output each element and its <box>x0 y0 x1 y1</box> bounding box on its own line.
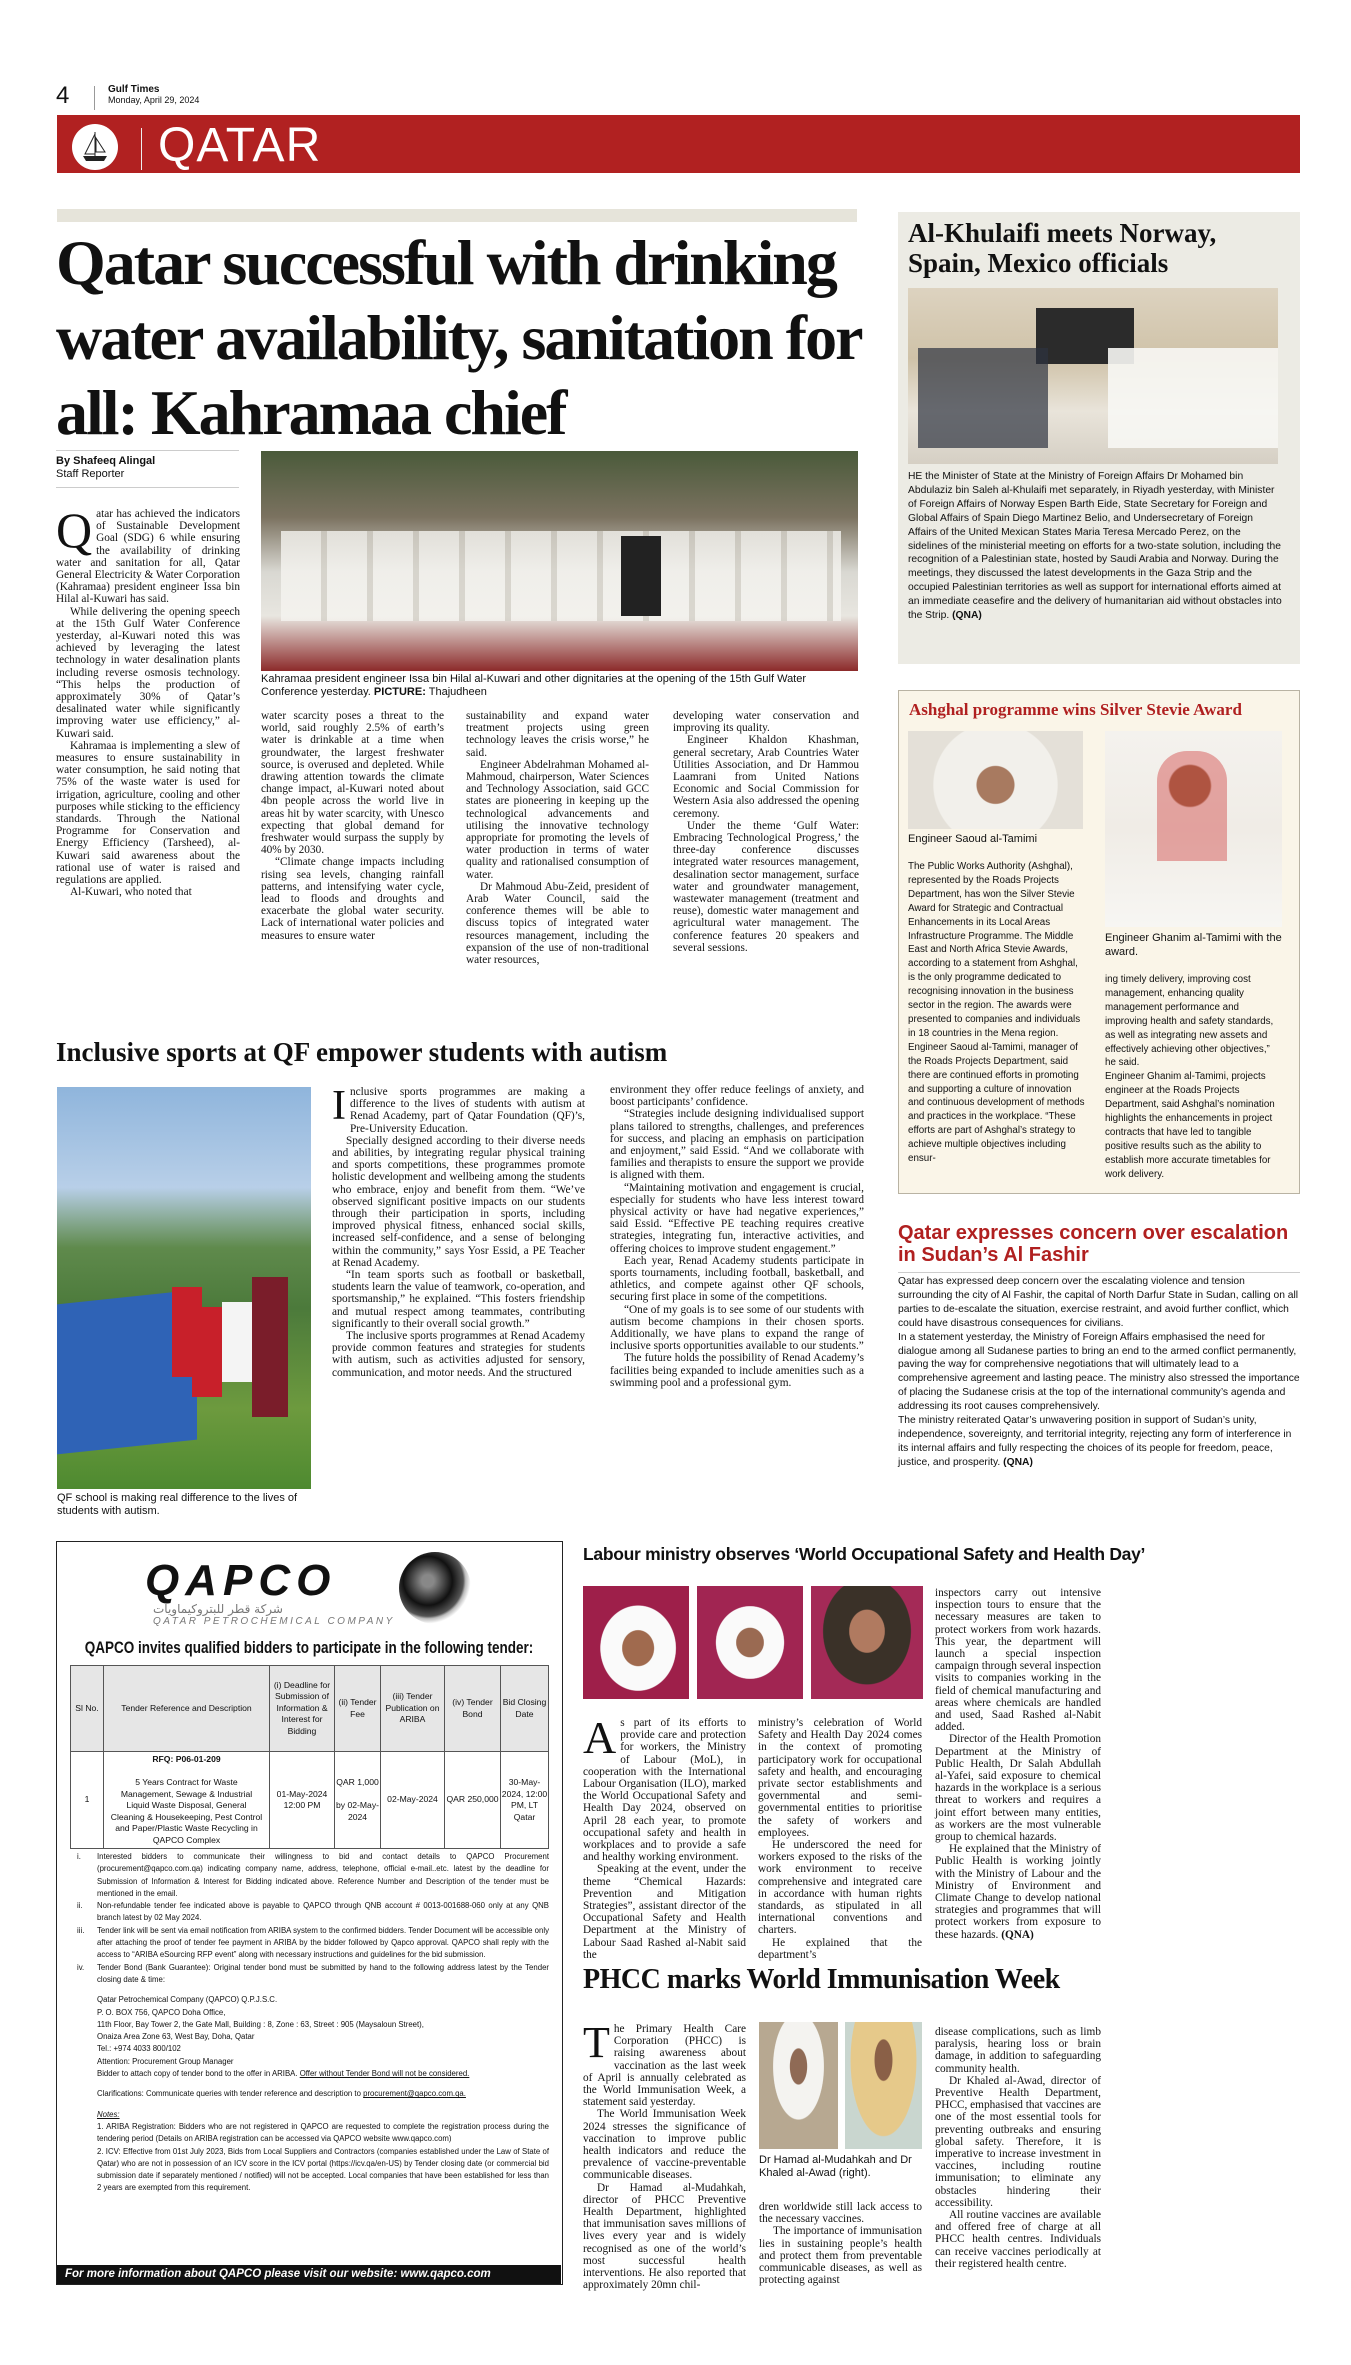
bond-warning: Offer without Tender Bond will not be considered. <box>299 2069 470 2079</box>
fee-due: by 02-May-2024 <box>336 1800 379 1822</box>
column-header: Bid Closing Date <box>501 1666 549 1752</box>
saad-al-nabit-photo <box>583 1586 689 1699</box>
labour-official-photo <box>697 1586 803 1699</box>
khulaifi-box <box>898 212 1300 664</box>
qapco-sphere-logo-icon <box>399 1552 471 1624</box>
hamad-al-mudahkah-photo <box>759 2022 838 2149</box>
paragraph: Dr Mahmoud Abu-Zeid, president of Arab Water Council, said the conference themes will be able to discuss topics of integrated water resources management, including the expansion of the use of non-traditional water resources, <box>466 880 649 967</box>
paragraph: Kahramaa is implementing a slew of measures to ensure sustainability in water consumption, he said noting that 75% of the waste water is used for irrigation, agriculture, cooling and other purposes while sticking to the efficiency standards. Through the National Programme for Conservation and Energy Efficiency (Tarsheed), al-Kuwari said awareness about the rational use of water is raised and regulations are applied. <box>56 739 240 887</box>
qapco-tender-ad <box>56 1541 563 2285</box>
instruction-item <box>77 1962 549 1987</box>
paragraph: The inclusive sports programmes at Renad Academy provide common features and strategies for students with autism, such as activities adjusted for sensory, communication, and motor needs. And the structured <box>332 1330 585 1379</box>
paragraph: Engineer Ghanim al-Tamimi, projects engineer at the Roads Projects Department, said Ashghal’s nomination highlights the enhancements in project contracts that have led to tangible positive results such as the ability to establish more accurate timetables for work delivery. <box>1105 1071 1275 1180</box>
paragraph: disease complications, such as limb paralysis, hearing loss or brain damage, in addition to safeguarding community health. <box>935 2026 1101 2075</box>
paragraph: All routine vaccines are available and offered free of charge at all PHCC health centres. Individuals can receive vaccines periodically at their registered health centre. <box>935 2209 1101 2270</box>
column-header: (ii) Tender Fee <box>335 1666 381 1752</box>
address-line: P. O. BOX 756, QAPCO Doha Office, <box>97 2007 226 2017</box>
ashghal-col1: The Public Works Authority (Ashghal), represented by the Roads Projects Department, has won the Silver Stevie Award for Strategic and Contractual Enhancements in its Local Areas Infrastructure Programme. The Middle East and North Africa Stevie Awards, according to a statement from Ashghal, is the only programme dedicated to recognising innovation in the business sector in the region. The awards were presented to companies and individuals in 18 countries in the Mena region. Engineer Saoud al-Tamimi, manager of the Roads Projects Department, said there are continued efforts in promoting and supporting a culture of innovation and continuous development of methods and practices in the workplace. “These efforts are part of Ashghal’s strategy to achieve multiple objectives including ensur- <box>908 861 1085 1165</box>
paragraph: The World Immunisation Week 2024 stresses the significance of vaccination to improve public health indicators and reduce the prevalence of vaccine-preventable communicable diseases. <box>583 2108 746 2182</box>
publication-info <box>108 84 199 106</box>
khulaifi-meeting-photo <box>908 288 1278 464</box>
byline <box>56 450 239 488</box>
qapco-footer-bar: For more information about QAPCO please visit our website: www.qapco.com <box>57 2265 561 2284</box>
instruction-item <box>77 1851 549 1900</box>
lead-headline: Qatar successful with drinking water availability, sanitation for all: Kahramaa chief <box>56 227 861 448</box>
item-number: iii. <box>77 1925 85 1935</box>
paragraph: Speaking at the event, under the theme “Chemical Hazards: Prevention and Mitigation Strategies”, assistant director of the Occupational Safety and Health Department at the Ministry of Labour Saad Rashed al-Nabit said the <box>583 1863 746 1961</box>
paragraph: He underscored the need for workers exposed to the risks of the work environment to receive comprehensive and integrated care in accordance with human rights standards, as stipulated in all international conventions and charters. <box>758 1839 922 1937</box>
address-line: 11th Floor, Bay Tower 2, the Gate Mall, Building : 8, Zone : 63, Street : 905 (Maysaloun Street), <box>97 2019 424 2029</box>
khulaifi-body <box>908 470 1283 623</box>
paragraph: “Climate change impacts including rising sea levels, changing rainfall patterns, and intensifying water cycle, lead to floods and droughts and exacerbate the global water security. Lack of international water policies and measures to ensure water <box>261 856 444 942</box>
kahramaa-col2 <box>261 710 444 942</box>
paragraph: The future holds the possibility of Renad Academy’s facilities being expanded to include amenities such as a swimming pool and a professional gym. <box>610 1352 864 1389</box>
qapco-logo: QAPCO <box>145 1556 337 1605</box>
column-header: Sl No. <box>71 1666 104 1752</box>
item-number: iv. <box>77 1962 85 1972</box>
saoud-al-tamimi-photo <box>908 731 1083 829</box>
column-header: Tender Reference and Description <box>104 1666 270 1752</box>
cell-deadline: 01-May-2024 12:00 PM <box>270 1752 335 1849</box>
byline-author: By Shafeeq Alingal <box>56 455 156 467</box>
section-title: QATAR <box>158 119 322 172</box>
labour-col3 <box>935 1587 1101 1941</box>
paragraph: ministry’s celebration of World Safety and Health Day 2024 comes in the context of promoting participatory work for occupational safety and health, and encouraging private sector establishments and governmental and semi-governmental entities to prioritise the safety of workers and employees. <box>758 1717 922 1839</box>
sports-col1 <box>332 1083 585 1379</box>
paragraph: atar has achieved the indicators of Sustainable Development Goal (SDG) 6 while ensuring the availability of drinking water and sanitation for all, Qatar General Electricity & Water Corporation (Kahramaa) president engineer Issa bin Hilal al-Kuwari has said. <box>56 508 240 606</box>
sudan-headline: Qatar expresses concern over escalation in Sudan’s Al Fashir <box>898 1222 1289 1266</box>
dropcap: I <box>332 1083 346 1129</box>
fee-amount: QAR 1,000 <box>336 1777 379 1787</box>
tender-description: 5 Years Contract for Waste Management, Sewage & Industrial Liquid Waste Disposal, General Cleaning & Housekeeping, Pest Control and Paper/Plastic Waste Recycling in QAPCO Complex <box>110 1777 263 1845</box>
credit-label: PICTURE: <box>373 686 426 698</box>
clarifications-label: Clarifications: Communicate queries with tender reference and description to <box>97 2089 361 2099</box>
paragraph: In a statement yesterday, the Ministry of Foreign Affairs emphasised the need for dialogue among all Sudanese parties to bring an end to the armed conflict permanently, paving the way for comprehensive negotiations that will ultimately lead to a comprehensive agreement and lasting peace. The ministry also stressed the importance of placing the Sudanese crisis at the top of the international community’s agenda and addressing its root causes comprehensively. <box>898 1331 1300 1413</box>
cell-publication: 02-May-2024 <box>381 1752 445 1849</box>
phcc-col1 <box>583 2018 746 2292</box>
tender-table <box>70 1665 549 1849</box>
item-text: Non-refundable tender fee indicated above is payable to QAPCO through QNB account # 0013-001688-060 only at any QNB branch latest by 02 May 2024. <box>97 1901 549 1923</box>
ashghal-photo1-caption: Engineer Saoud al-Tamimi <box>908 833 1038 845</box>
paragraph: s part of its efforts to provide care and protection for workers, the Ministry of Labour (MoL), in cooperation with the International Labour Organisation (ILO), marked the World Occupational Safety and Health Day 2024, observed on April 28 each year, to promote occupational safety and health in workplaces and to provide a safe and healthy working environment. <box>583 1717 746 1864</box>
labour-col2 <box>758 1717 922 1961</box>
column-header: (iv) Tender Bond <box>445 1666 501 1752</box>
paragraph: nclusive sports programmes are making a difference to the lives of students with autism at Renad Academy, part of Qatar Foundation (QF)’s, Pre-University Education. <box>350 1086 585 1135</box>
publication-name: Gulf Times <box>108 84 160 95</box>
ghanim-al-tamimi-photo <box>1105 731 1282 927</box>
qapco-arabic-name: شركة قطر للبتروكيماويات <box>153 1602 283 1616</box>
masthead-divider <box>94 86 95 110</box>
sports-col2 <box>610 1084 864 1389</box>
phcc-col3 <box>935 2026 1101 2270</box>
column-header: (i) Deadline for Submission of Information & Interest for Bidding <box>270 1666 335 1752</box>
qapco-invite-heading: QAPCO invites qualified bidders to participate in the following tender: <box>84 1638 534 1657</box>
dropcap: T <box>583 2018 610 2067</box>
labour-headline: Labour ministry observes ‘World Occupational Safety and Health Day’ <box>583 1544 1146 1564</box>
phcc-col2 <box>759 2201 922 2286</box>
paragraph: Dr Hamad al-Mudahkah, director of PHCC Preventive Health Department, highlighted that immunisation saves millions of lives every year and is widely recognised as one of the world’s most successful health interventions. He also reported that approximately 20mn chil- <box>583 2181 746 2292</box>
paragraph: “Maintaining motivation and engagement is crucial, especially for students who have less interest toward physical activity or have had negative experiences,” said Essid. “Effective PE teaching requires creative strategies, integrating fun, interactive activities, and offering choices to improve student engagement.” <box>610 1181 864 1255</box>
item-text: Tender link will be sent via email notification from ARIBA system to the confirmed bidders. Tender Document will be accessible only after attaching the proof of tender fee payment in ARIBA by the bidder followed by Qapco approval. QAPCO shall reply with the access to “ARIBA eSourcing RFP event” along with necessary instructions and guidelines for the bid submission. <box>97 1925 549 1960</box>
kahramaa-col4 <box>673 710 859 954</box>
renad-academy-photo <box>57 1087 311 1489</box>
paragraph: Under the theme ‘Gulf Water: Embracing Technological Progress,’ the three-day conference discusses integrated water resources management, desalination sector management, surface water and groundwater management, wastewater management (treatment and reuse), domestic water management and agricultural water management. The conference features 20 speakers and several sessions. <box>673 819 859 954</box>
paragraph: environment they offer reduce feelings of anxiety, and boost participants’ confidence. <box>610 1084 864 1109</box>
paragraph: Specially designed according to their diverse needs and abilities, by integrating regular physical training and sports competitions, these programmes promote holistic development and wellbeing among the students who embrace, enjoy and benefit from them. “We’ve observed significant positive impacts on our students through their participation in sports, including improved physical fitness, enhanced social skills, increased self-confidence, and a sense of belonging within the community,” says Yosr Essid, a PE Teacher at Renad Academy. <box>332 1134 585 1269</box>
ashghal-col2 <box>1105 973 1283 1182</box>
ashghal-photo2-caption: Engineer Ghanim al-Tamimi with the award. <box>1105 932 1282 958</box>
kahramaa-col1 <box>56 502 240 899</box>
sudan-body <box>898 1275 1300 1470</box>
column-header: (iii) Tender Publication on ARIBA <box>381 1666 445 1752</box>
qapco-address <box>77 1994 549 2194</box>
paragraph: “One of my goals is to see some of our students with autism become champions in their chosen sports. Additionally, we have plans to expand the range of inclusive sports opportunities available to our students.” <box>610 1303 864 1353</box>
address-line: Qatar Petrochemical Company (QAPCO) Q.P.J.S.C. <box>97 1995 278 2005</box>
paragraph: “Strategies include designing individualised support plans tailored to strengths, challenges, and preferences for success, and placing an emphasis on participation and enjoyment,” said Essid. “And we collaborate with families and therapists to ensure the support we provide is aligned with them. <box>610 1108 864 1182</box>
paragraph: Each year, Renad Academy students participate in sports tournaments, including football, basketball, and athletics, and compete against other QF schools, securing first place in some of the competitions. <box>610 1254 864 1304</box>
paragraph: He explained that the department’s <box>758 1936 922 1961</box>
note-item: 2. ICV: Effective from 01st July 2023, Bids from Local Suppliers and Contractors (companies established under the Law of State of Qatar) who are not in possession of an ICV score in the ICV portal (https://icv.qa/en-US) by Tender closing date (or commercial bid submission date if separately mentioned / notified) will not be accepted. Local companies that have been established for less than 2 years are exempted from this requirement. <box>97 2146 549 2193</box>
ashghal-box <box>898 690 1300 1194</box>
khulaifi-text: HE the Minister of State at the Ministry of Foreign Affairs Dr Mohamed bin Abdulaziz bin Saleh al-Khulaifi met separately, in Riyadh yesterday, with Minister of Foreign Affairs of Norway Espen Barth Eide, State Secretary for Foreign and Global Affairs of Spain Diego Martinez Belio, and Undersecretary of Foreign Affairs of the United Mexican States Maria Teresa Mercado Perez, on the sidelines of the ministerial meeting on efforts for a two-state solution, including the recognition of a Palestinian state, hosted by Saudi Arabia and Norway. During the meetings, they discussed the latest developments in the Gaza Strip and the occupied Palestinian territories as well as support for international efforts aimed at an immediate ceasefire and the delivery of humanitarian aid without obstacles into the Strip. <box>908 471 1282 622</box>
dropcap: A <box>583 1712 617 1763</box>
paragraph: He explained that the Ministry of Public Health is working jointly with the Ministry of Labour and the Ministry of Environment and Climate Change to develop national strategies and programmes that will protect workers from exposure to these hazards. <box>935 1843 1101 1941</box>
phcc-photo-caption: Dr Hamad al-Mudahkah and Dr Khaled al-Awad (right). <box>759 2154 912 2179</box>
publication-date: Monday, April 29, 2024 <box>108 95 200 105</box>
labour-col1 <box>583 1712 746 1961</box>
address-line: Onaiza Area Zone 63, West Bay, Doha, Qatar <box>97 2032 255 2042</box>
cell-bond: QAR 250,000 <box>445 1752 501 1849</box>
dropcap: Q <box>56 502 93 558</box>
instruction-item <box>77 1900 549 1925</box>
paragraph: ing timely delivery, improving cost management, enhancing quality management performance and improving health and safety standards, as well as integrating new assets and effectively achieving other objectives,” he said. <box>1105 974 1274 1069</box>
source-tag: (QNA) <box>952 610 982 622</box>
paragraph: Qatar has expressed deep concern over the escalating violence and tension surrounding the city of Al Fashir, the capital of North Darfur State in Sudan, calling on all parties to de-escalate the situation, exercise restraint, and avoid further conflict, which could have disastrous consequences for civilians. <box>898 1276 1299 1329</box>
khaled-al-awad-photo <box>845 2022 922 2149</box>
dhow-boat-icon <box>72 124 118 170</box>
paragraph: Engineer Khaldon Khashman, general secretary, Arab Countries Water Utilities Association, and Dr Hammou Laamrani from United Nations Economic and Social Commission for Western Asia also addressed the opening ceremony. <box>673 734 859 820</box>
ashghal-headline: Ashghal programme wins Silver Stevie Award <box>909 700 1242 719</box>
sudan-story <box>898 1222 1300 1470</box>
kahramaa-conference-photo <box>261 451 858 671</box>
item-text: Tender Bond (Bank Guarantee): Original tender bond must be submitted by hand to the following address latest by the Tender closing date & time: <box>97 1962 549 1984</box>
sports-headline: Inclusive sports at QF empower students with autism <box>56 1037 668 1067</box>
credit-name: Thajudheen <box>428 686 487 698</box>
page-number: 4 <box>56 82 70 109</box>
tender-table-header <box>71 1666 549 1752</box>
caption-text: Kahramaa president engineer Issa bin Hilal al-Kuwari and other dignitaries at the opening of the 15th Gulf Water Conference yesterday. <box>261 673 807 698</box>
paragraph: he Primary Health Care Corporation (PHCC) is raising awareness about vaccination as the last week of April is annually celebrated as the World Immunisation Week, a statement said yesterday. <box>583 2023 746 2109</box>
paragraph: The importance of immunisation lies in sustaining people’s health and protect them from preventable communicable diseases, as well as protecting against <box>759 2225 922 2287</box>
note-item: 1. ARIBA Registration: Bidders who are not registered in QAPCO are requested to complete the registration process during the tendering period (Details on ARIBA registration can be accessed via QAPCO website www.qapco.com) <box>97 2121 549 2144</box>
bond-note: Bidder to attach copy of tender bond to the offer in ARIBA. <box>97 2069 298 2079</box>
sports-photo-caption: QF school is making real difference to the lives of students with autism. <box>57 1492 298 1517</box>
paragraph: inspectors carry out intensive inspection tours to ensure that the necessary measures are taken to protect workers from work hazards. This year, the department will launch a special inspection campaign through several inspection visits to companies working in the field of chemical manufacturing and areas where chemicals are handled and used, Saad Rashed al-Nabit added. <box>935 1587 1101 1734</box>
paragraph: sustainability and expand water treatment projects using green technology leaves the crisis worse,” he said. <box>466 710 649 759</box>
item-number: ii. <box>77 1901 83 1911</box>
byline-role: Staff Reporter <box>56 468 125 480</box>
paragraph: dren worldwide still lack access to the necessary vaccines. <box>759 2201 922 2226</box>
item-number: i. <box>77 1852 81 1861</box>
paragraph: “In team sports such as football or basketball, students learn the value of teamwork, co-operation, and sportsmanship,” he explained. “This fosters friendship and mutual respect among teammates, contributing significantly to their overall social growth.” <box>332 1269 585 1330</box>
rfq-number: RFQ: P06-01-209 <box>152 1754 221 1764</box>
phcc-headline: PHCC marks World Immunisation Week <box>583 1964 1060 1995</box>
address-line: Tel.: +974 4033 800/102 <box>97 2044 181 2054</box>
paragraph: While delivering the opening speech at the 15th Gulf Water Conference yesterday, al-Kuwari noted this was achieved by leveraging the latest technology in water desalination plants including reverse osmosis technology. “This helps the production of approximately 30% of Qatar’s desalinated water while significantly improving water use efficiency,” al-Kuwari said. <box>56 605 240 740</box>
salah-al-yafei-photo <box>811 1586 923 1699</box>
instruction-item <box>77 1925 549 1962</box>
headline-rule <box>57 209 857 222</box>
paragraph: The ministry reiterated Qatar’s unwavering position in support of Sudan’s unity, independence, sovereignty, and territorial integrity, rejecting any form of interference in its internal affairs and fully respecting the choices of its people for freedom, peace, justice, and prosperity. <box>898 1415 1292 1468</box>
cell-closing-date: 30-May-2024, 12:00 PM, LT Qatar <box>501 1752 549 1849</box>
paragraph: Al-Kuwari, who noted that <box>70 886 192 899</box>
cell-fee <box>335 1752 381 1849</box>
kahramaa-photo-caption <box>261 673 858 699</box>
paragraph: developing water conservation and improving its quality. <box>673 710 859 735</box>
source-tag: (QNA) <box>1001 1928 1034 1941</box>
paragraph: Director of the Health Promotion Department at the Ministry of Public Health, Dr Salah Abdullah al-Yafei, said exposure to chemical hazards in the workplace is a serious threat to workers and requires a joint effort between many entities, as workers are the most vulnerable group to chemical hazards. <box>935 1733 1101 1844</box>
item-text: Interested bidders to communicate their willingness to bid and contact details to QAPCO Procurement (procurement@qapco.com.qa) indicating company name, address, telephone, official e-mail..etc. latest by the deadline for Submission of Information & Interest for Bidding indicated above. Reference Number and Description of the tender must be mentioned in the email. <box>97 1852 549 1898</box>
khulaifi-headline: Al-Khulaifi meets Norway, Spain, Mexico officials <box>908 218 1217 278</box>
qapco-instructions <box>77 1851 549 2195</box>
banner-divider <box>141 128 142 170</box>
tender-table-row <box>71 1752 549 1849</box>
procurement-email-link[interactable]: procurement@qapco.com.qa. <box>363 2089 466 2099</box>
notes-label: Notes: <box>97 2109 120 2119</box>
source-tag: (QNA) <box>1003 1456 1033 1468</box>
kahramaa-col3 <box>466 710 649 966</box>
cell-sl-no: 1 <box>71 1752 104 1849</box>
paragraph: Dr Khaled al-Awad, director of Preventive Health Department, PHCC, emphasised that vaccines are one of the most essential tools for preventing outbreaks and ensuring global safety. Therefore, it is imperative to increase investment in vaccines, including routine immunisation; to eliminate any obstacles hindering their accessibility. <box>935 2074 1101 2209</box>
paragraph: Engineer Abdelrahman Mohamed al-Mahmoud, chairperson, Water Sciences and Technology Association, said GCC states are pioneering in keeping up the technological advancements and utilising the innovative technology appropriate for promoting the levels of water production in terms of water quality and rationalised consumption of water. <box>466 758 649 881</box>
cell-description <box>104 1752 270 1849</box>
qapco-company-name: QATAR PETROCHEMICAL COMPANY <box>153 1616 395 1627</box>
paragraph: water scarcity poses a threat to the world, said roughly 2.5% of earth’s water is drinkable at a time when groundwater, the largest freshwater source, is overused and depleted. While drawing attention towards the climate change impact, al-Kuwari noted about 4bn people across the world live in areas hit by water scarcity, with Unesco expecting that global demand for freshwater would surpass the supply by 40% by 2030. <box>261 710 444 857</box>
address-line: Attention: Procurement Group Manager <box>97 2056 234 2066</box>
